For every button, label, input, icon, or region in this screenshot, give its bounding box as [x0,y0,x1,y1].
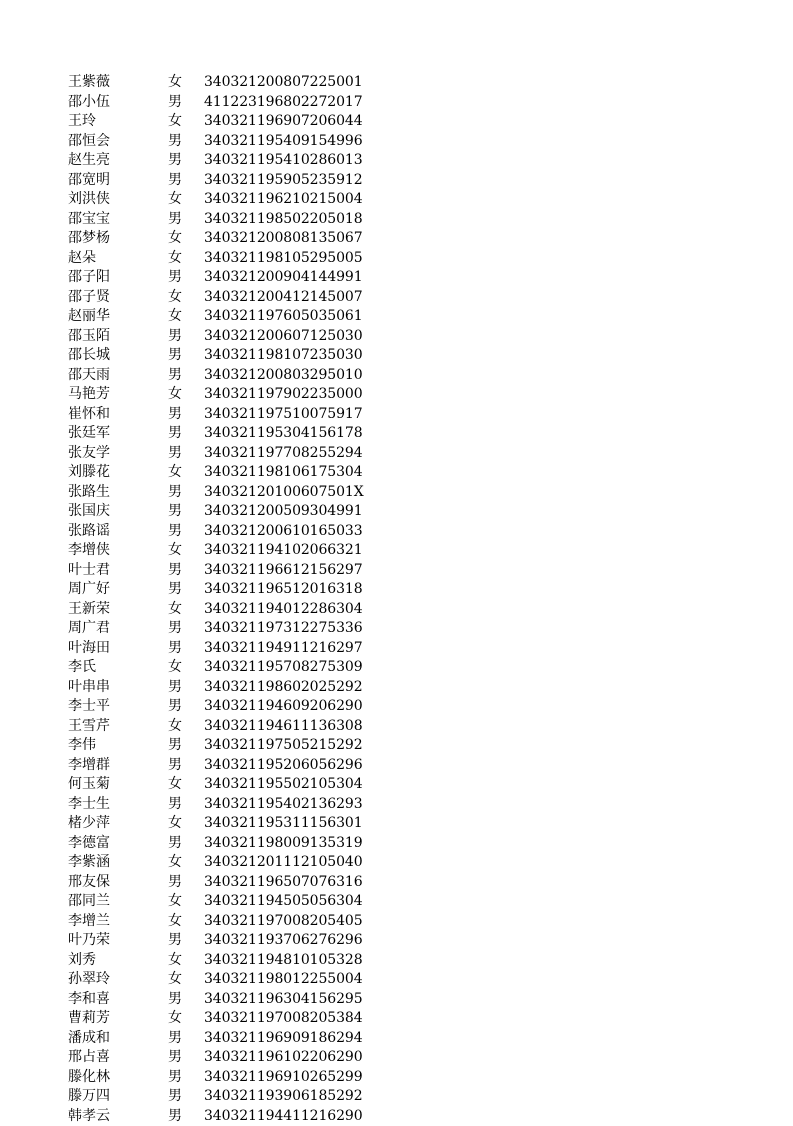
table-row [68,697,368,717]
name-cell: 刘秀 [68,951,164,971]
table-row [68,190,368,210]
roster-table [68,73,368,1126]
name-cell: 楮少萍 [68,814,164,834]
name-cell: 张国庆 [68,502,164,522]
table-row [68,834,368,854]
id-number-cell: 340321201112105040 [204,853,374,873]
gender-cell: 女 [168,951,198,971]
gender-cell: 男 [168,151,198,171]
table-row [68,580,368,600]
id-number-cell: 340321194012286304 [204,600,374,620]
table-row [68,990,368,1010]
id-number-cell: 340321198009135319 [204,834,374,854]
table-row [68,678,368,698]
id-number-cell: 340321195304156178 [204,424,374,444]
gender-cell: 女 [168,73,198,93]
id-number-cell: 340321196304156295 [204,990,374,1010]
id-number-cell: 340321195502105304 [204,775,374,795]
name-cell: 邵子贤 [68,288,164,308]
table-row [68,132,368,152]
id-number-cell: 340321194609206290 [204,697,374,717]
id-number-cell: 340321200607125030 [204,327,374,347]
id-number-cell: 340321196612156297 [204,561,374,581]
name-cell: 李氏 [68,658,164,678]
name-cell: 赵生亮 [68,151,164,171]
id-number-cell: 340321200509304991 [204,502,374,522]
id-number-cell: 340321195409154996 [204,132,374,152]
name-cell: 邵子阳 [68,268,164,288]
id-number-cell: 340321200412145007 [204,288,374,308]
gender-cell: 男 [168,424,198,444]
gender-cell: 男 [168,268,198,288]
table-row [68,717,368,737]
gender-cell: 男 [168,132,198,152]
gender-cell: 女 [168,463,198,483]
name-cell: 李士生 [68,795,164,815]
table-row [68,171,368,191]
id-number-cell: 340321198106175304 [204,463,374,483]
name-cell: 刘滕花 [68,463,164,483]
gender-cell: 男 [168,834,198,854]
table-row [68,756,368,776]
id-number-cell: 340321197505215292 [204,736,374,756]
table-row [68,346,368,366]
gender-cell: 女 [168,541,198,561]
table-row [68,853,368,873]
name-cell: 李和喜 [68,990,164,1010]
gender-cell: 男 [168,561,198,581]
id-number-cell: 340321197008205405 [204,912,374,932]
gender-cell: 女 [168,892,198,912]
table-row [68,1029,368,1049]
table-row [68,912,368,932]
gender-cell: 女 [168,912,198,932]
gender-cell: 女 [168,249,198,269]
name-cell: 何玉菊 [68,775,164,795]
gender-cell: 男 [168,756,198,776]
gender-cell: 女 [168,717,198,737]
gender-cell: 女 [168,112,198,132]
id-number-cell: 340321195402136293 [204,795,374,815]
gender-cell: 男 [168,171,198,191]
name-cell: 张路谣 [68,522,164,542]
table-row [68,1009,368,1029]
name-cell: 王玲 [68,112,164,132]
id-number-cell: 340321197312275336 [204,619,374,639]
id-number-cell: 340321197008205384 [204,1009,374,1029]
id-number-cell: 411223196802272017 [204,93,374,113]
table-row [68,814,368,834]
gender-cell: 女 [168,814,198,834]
name-cell: 李紫涵 [68,853,164,873]
gender-cell: 男 [168,990,198,1010]
gender-cell: 女 [168,600,198,620]
table-row [68,1048,368,1068]
name-cell: 滕化林 [68,1068,164,1088]
name-cell: 邵天雨 [68,366,164,386]
id-number-cell: 340321195311156301 [204,814,374,834]
gender-cell: 男 [168,502,198,522]
id-number-cell: 340321194611136308 [204,717,374,737]
name-cell: 邵梦杨 [68,229,164,249]
gender-cell: 男 [168,483,198,503]
id-number-cell: 340321198107235030 [204,346,374,366]
name-cell: 曹莉芳 [68,1009,164,1029]
gender-cell: 女 [168,229,198,249]
gender-cell: 男 [168,522,198,542]
table-row [68,385,368,405]
name-cell: 邵宽明 [68,171,164,191]
name-cell: 王雪芹 [68,717,164,737]
id-number-cell: 340321194911216297 [204,639,374,659]
table-row [68,483,368,503]
id-number-cell: 340321195206056296 [204,756,374,776]
gender-cell: 女 [168,190,198,210]
name-cell: 邵长城 [68,346,164,366]
id-number-cell: 340321197605035061 [204,307,374,327]
name-cell: 李增侠 [68,541,164,561]
name-cell: 张廷军 [68,424,164,444]
gender-cell: 男 [168,366,198,386]
id-number-cell: 340321200808135067 [204,229,374,249]
name-cell: 李伟 [68,736,164,756]
name-cell: 王紫薇 [68,73,164,93]
table-row [68,775,368,795]
table-row [68,541,368,561]
table-row [68,522,368,542]
table-row [68,268,368,288]
name-cell: 马艳芳 [68,385,164,405]
table-row [68,795,368,815]
name-cell: 李士平 [68,697,164,717]
name-cell: 邵恒会 [68,132,164,152]
id-number-cell: 340321198012255004 [204,970,374,990]
table-row [68,73,368,93]
table-row [68,151,368,171]
table-row [68,444,368,464]
gender-cell: 男 [168,678,198,698]
gender-cell: 女 [168,853,198,873]
gender-cell: 男 [168,619,198,639]
name-cell: 李增兰 [68,912,164,932]
name-cell: 邵小伍 [68,93,164,113]
table-row [68,658,368,678]
gender-cell: 男 [168,1048,198,1068]
id-number-cell: 340321194411216290 [204,1107,374,1126]
gender-cell: 女 [168,288,198,308]
gender-cell: 女 [168,658,198,678]
gender-cell: 男 [168,873,198,893]
id-number-cell: 340321200904144991 [204,268,374,288]
gender-cell: 男 [168,736,198,756]
table-row [68,463,368,483]
id-number-cell: 340321196507076316 [204,873,374,893]
name-cell: 张路生 [68,483,164,503]
id-number-cell: 340321195708275309 [204,658,374,678]
id-number-cell: 340321195410286013 [204,151,374,171]
name-cell: 王新荣 [68,600,164,620]
table-row [68,619,368,639]
table-row [68,366,368,386]
table-row [68,210,368,230]
gender-cell: 男 [168,1107,198,1126]
table-row [68,931,368,951]
table-row [68,249,368,269]
gender-cell: 男 [168,346,198,366]
table-row [68,561,368,581]
gender-cell: 女 [168,385,198,405]
table-row [68,951,368,971]
id-number-cell: 340321196512016318 [204,580,374,600]
gender-cell: 男 [168,580,198,600]
gender-cell: 男 [168,444,198,464]
id-number-cell: 340321200610165033 [204,522,374,542]
name-cell: 叶海田 [68,639,164,659]
name-cell: 李增群 [68,756,164,776]
table-row [68,229,368,249]
name-cell: 叶乃荣 [68,931,164,951]
name-cell: 潘成和 [68,1029,164,1049]
id-number-cell: 340321197708255294 [204,444,374,464]
id-number-cell: 340321198602025292 [204,678,374,698]
name-cell: 叶士君 [68,561,164,581]
table-row [68,1068,368,1088]
table-row [68,424,368,444]
name-cell: 邵宝宝 [68,210,164,230]
id-number-cell: 340321196102206290 [204,1048,374,1068]
gender-cell: 男 [168,1068,198,1088]
id-number-cell: 340321195905235912 [204,171,374,191]
name-cell: 滕万四 [68,1087,164,1107]
table-row [68,1087,368,1107]
name-cell: 赵朵 [68,249,164,269]
gender-cell: 男 [168,931,198,951]
gender-cell: 男 [168,1087,198,1107]
gender-cell: 男 [168,1029,198,1049]
table-row [68,405,368,425]
gender-cell: 男 [168,93,198,113]
id-number-cell: 340321193706276296 [204,931,374,951]
name-cell: 邵玉陌 [68,327,164,347]
id-number-cell: 340321196910265299 [204,1068,374,1088]
name-cell: 周广好 [68,580,164,600]
id-number-cell: 340321196210215004 [204,190,374,210]
gender-cell: 男 [168,210,198,230]
id-number-cell: 340321196907206044 [204,112,374,132]
table-row [68,892,368,912]
name-cell: 崔怀和 [68,405,164,425]
id-number-cell: 340321198105295005 [204,249,374,269]
table-row [68,93,368,113]
id-number-cell: 340321200803295010 [204,366,374,386]
name-cell: 叶串串 [68,678,164,698]
id-number-cell: 340321193906185292 [204,1087,374,1107]
table-row [68,307,368,327]
gender-cell: 男 [168,697,198,717]
name-cell: 张友学 [68,444,164,464]
name-cell: 邢占喜 [68,1048,164,1068]
id-number-cell: 340321194505056304 [204,892,374,912]
table-row [68,288,368,308]
table-row [68,639,368,659]
id-number-cell: 340321197902235000 [204,385,374,405]
table-row [68,600,368,620]
table-row [68,736,368,756]
gender-cell: 男 [168,795,198,815]
gender-cell: 男 [168,639,198,659]
name-cell: 孙翠玲 [68,970,164,990]
id-number-cell: 340321197510075917 [204,405,374,425]
table-row [68,327,368,347]
id-number-cell: 340321198502205018 [204,210,374,230]
table-row [68,873,368,893]
gender-cell: 男 [168,405,198,425]
name-cell: 刘洪侠 [68,190,164,210]
id-number-cell: 340321194102066321 [204,541,374,561]
id-number-cell: 340321194810105328 [204,951,374,971]
table-row [68,502,368,522]
name-cell: 李德富 [68,834,164,854]
gender-cell: 女 [168,970,198,990]
gender-cell: 女 [168,1009,198,1029]
name-cell: 韩孝云 [68,1107,164,1126]
name-cell: 邵同兰 [68,892,164,912]
id-number-cell: 340321200807225001 [204,73,374,93]
table-row [68,970,368,990]
name-cell: 邢友保 [68,873,164,893]
id-number-cell: 340321196909186294 [204,1029,374,1049]
gender-cell: 女 [168,307,198,327]
table-row [68,112,368,132]
name-cell: 周广君 [68,619,164,639]
name-cell: 赵丽华 [68,307,164,327]
table-row [68,1107,368,1126]
gender-cell: 女 [168,775,198,795]
id-number-cell: 34032120100607501X [204,483,374,503]
gender-cell: 男 [168,327,198,347]
